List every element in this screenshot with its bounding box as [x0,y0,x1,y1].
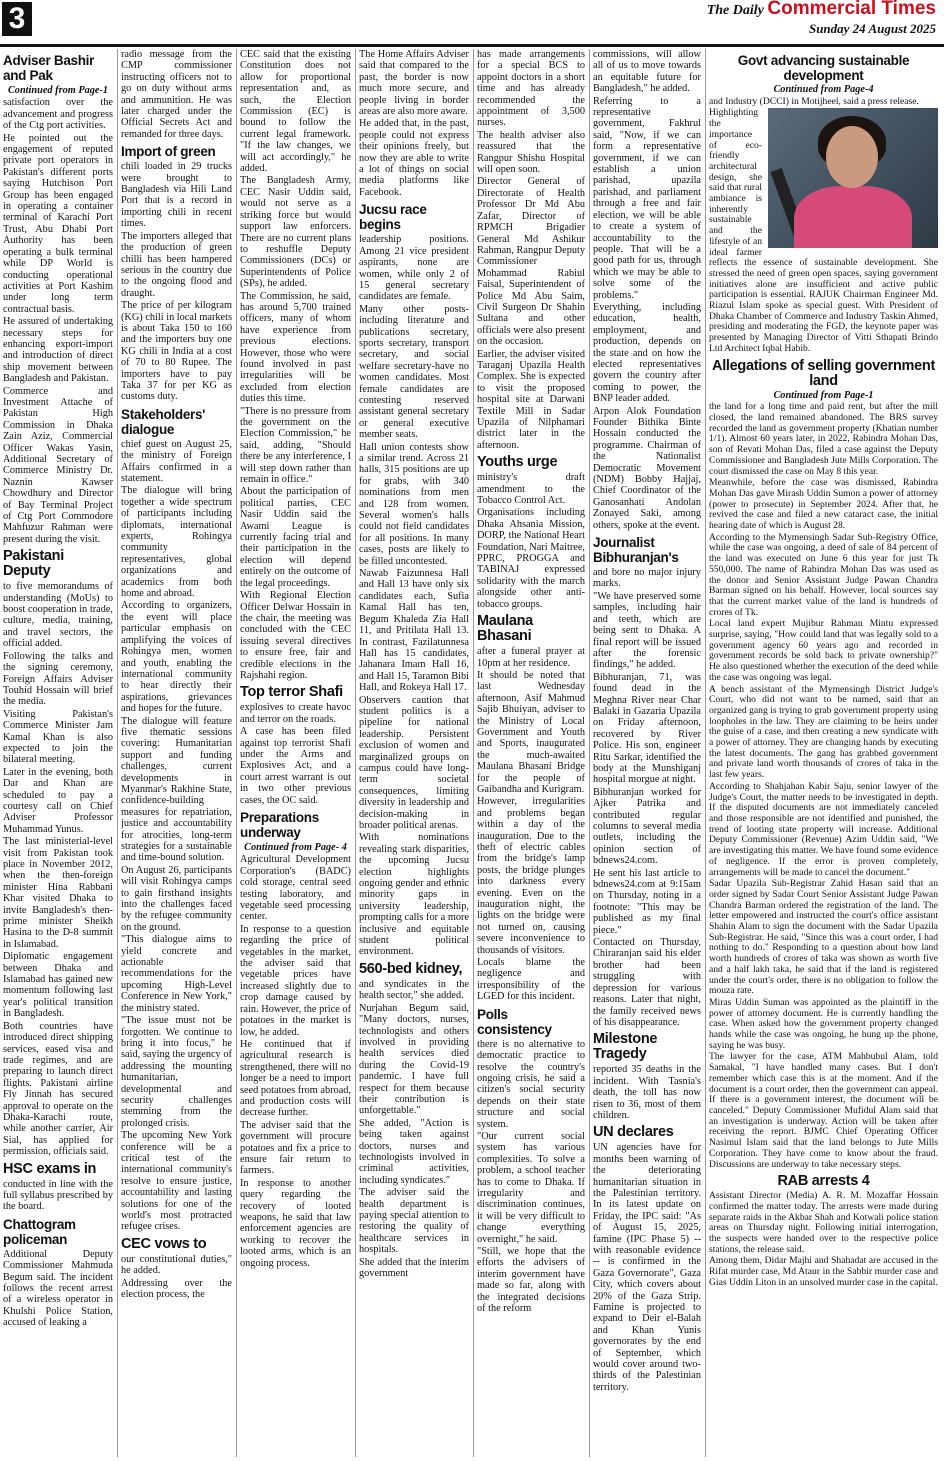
paragraph: conducted in line with the full syllabus prescribed by the board. [3,1178,113,1213]
paragraph: has made arrangements for a special BCS to appoint doctors in a short time and has already recommended the appointment of 3,500 nurses. [477,49,585,129]
paragraph: the land for a long time and paid rent, but after the mill closed, the land remained abandoned. The BRS survey recorded the land as government property (Khatian number 1/1). Almost 60 years later, in 2022, Rabindra Mohan Das, son of Revati Mohan Das, filed a case against the Deputy Commissioner and Bangladesh Jute Mills Corporation. The court dismissed the case on May 8 this year. [709,401,938,477]
paragraph: explosives to create havoc and terror on the roads. [240,702,351,725]
paragraph: Addressing over the election process, the [121,1277,232,1301]
column-separator [473,49,474,1457]
paragraph: Additional Deputy Commissioner Mahmuda Begum said. The incident follows the recent arrest of a wireless operator in Khulshi Police Station, accused of leaking a [3,1248,113,1329]
headline: Allegations of selling government land [712,357,935,389]
paragraph: He added that, in the past, people could not express their opinions freely, but now they are able to write a lot of things on social media platforms like Facebook. [359,118,469,198]
paragraph: Assistant Director (Media) A. R. M. Mozaffar Hossain confirmed the matter today. The arrests were made during separate raids in the Akbar Shah and Kotwali police station areas on Thursday night. Following initial interrogation, the suspects were handed over to the respective police stations, the release said. [709,1190,938,1255]
paper-name [707,0,936,20]
paragraph: Visiting Pakistan's Commerce Minister Jam Kamal Khan is also expected to join the bilateral meeting. [3,708,113,766]
paragraph: to five memorandums of understanding (MoUs) to boost cooperation in trade, culture, media, training, and travel sectors, the official added. [3,581,113,650]
paragraph: In response to a question regarding the price of vegetables in the market, the adviser said that vegetable prices have increased slightly due to crop damage caused by rain. However, the price of potatoes in the market is low, he added. [240,923,351,1038]
paragraph: Observers caution that student politics is a pipeline for national leadership. Persistent exclusion of women and marginalized groups on campus could have long-term societal consequences, limiting diversity in leadership and decision-making in broader political arenas. [359,694,469,831]
paragraph: The Commission, he said, has around 5,700 trained officers, many of whom have experience from previous elections. However, those who were found involved in past irregularities will be excluded from election duties this time. [240,290,351,405]
paragraph: Commerce and Investment Attache of Pakistan High Commission in Dhaka Zain Aziz, Commercial Officer Wakas Yasin, Additional Secretary of Commerce Ministry Dr. Naznin Kawser Chowdhury and Director of Bay Terminal Project of Ctg Port Commodore Mahfuzur Rahman were present during the visit. [3,385,113,545]
paragraph: Contacted on Thursday, Chiraranjan said his elder brother had been struggling with depression for various reasons. Later that night, the family received news of his disappearance. [593,937,701,1028]
paragraph: CEC said that the existing Constitution does not allow for proportional representation and, as such, the Election Commission (EC) is bound to follow the current legal framework. "If the law changes, we will act accordingly," he added. [240,49,351,175]
headline: Maulana Bhasani [477,613,533,645]
paragraph: Nawab Faizunnesa Hall and Hall 13 have only six candidates each, Sufia Kamal Hall has ten, Begum Khaleda Zia Hall 11, and Pritilata Hall 13. In contrast, Fazilatunnesa Hall has 15 candidates, Jahanara Imam Hall 16, and Hall 15, Taramon Bibi Hall, and Rokeya Hall 17. [359,568,469,694]
column-separator [117,49,118,1457]
column-separator [355,49,356,1457]
headline: Top terror Shafi [240,684,343,701]
column-2 [121,49,232,1457]
paragraph: ministry's draft amendment to the Tobacco Control Act. [477,472,585,507]
paragraph: our constitutional duties," he added. [121,1253,232,1277]
column-separator [589,49,590,1457]
paragraph: She added that the interim government [359,1256,469,1280]
paragraph: Arpon Alok Foundation Founder Bithika Binte Hossain conducted the programme. Chairman of the Nationalist Democratic Movement (NDM) Bobby Hajjaj, Chief Coordinator of the Ganosanhati Andolan Zonayed Saki, among others, spoke at the event. [593,405,701,531]
paragraph: "The issue must not be forgotten. We continue to bring it into focus," he said, saying the urgency of addressing the mounting humanitarian, developmental and security challenges stemming from the prolonged crisis. [121,1015,232,1129]
paragraph: chief guest on August 25, the ministry of Foreign Affairs confirmed in a statement. [121,438,232,484]
headline: RAB arrests 4 [777,1173,870,1190]
paragraph: In response to another query regarding the recovery of looted weapons, he said that law enforcement agencies are working to recover the looted arms, which is an ongoing process. [240,1177,351,1269]
paragraph: Many other posts-including literature and publications secretary, sports secretary, transport secretary, and social welfare secretary-have no women candidates. Most female candidates are contesting reserved assistant general secretary or general executive member seats. [359,303,469,441]
paragraph: The dialogue will bring together a wide spectrum of participants including diplomats, international experts, Rohingya community representatives, global organizations and academics from both home and abroad. [121,485,232,600]
paragraph: Locals blame the negligence and irresponsibility of the LGED for this incident. [477,957,585,1003]
speaker-photo [768,108,938,248]
paragraph: Bibhuranjan worked for Ajker Patrika and contributed regular columns to several media outlets, including the opinion section of bdnews24.com. [593,786,701,867]
headline: CEC vows to [121,1235,207,1252]
headline: Journalist Bibhuranjan's [593,535,679,566]
paragraph: Later in the evening, both Dar and Khan are scheduled to pay a courtesy call on Chief Adviser Professor Muhammad Yunus. [3,766,113,835]
headline: Jucsu race begins [359,202,427,233]
paragraph: Agricultural Development Corporation's (BADC) cold storage, central seed testing laboratory, and vegetable seed processing center. [240,854,351,923]
continued-label: Continued from Page- 4 [244,842,347,853]
paragraph: leadership positions. Among 21 vice president aspirants, none are women, while only 2 of 15 general secretary candidates are female. [359,234,469,303]
paragraph: The health adviser also reassured that the Rangpur Shishu Hospital will open soon. [477,129,585,176]
paragraph: Both countries have introduced direct shipping services, eased visa and trade regimes, and are preparing to launch direct flights. Pakistani airline Fly Jinnah has secured approval to operate on the Dhaka-Karachi route, while another carrier, Air Sial, has applied for permission, officials said. [3,1020,113,1158]
paragraph: A bench assistant of the Mymensingh District Judge's Court, who did not want to be named, said that an organized gang is trying to grab government property using loopholes in the law. They are claiming to be heirs under the guise of a case, and then creating a new syndicate with a power of attorney. They are changing hands by executing the latest documents. The gang has grabbed government and private land worth thousands of crores of taka in the last few years. [709,683,938,781]
paragraph: "Still, we hope that the efforts the advisers of interim government have made so far, along with the integrated decisions of the reform [477,1246,585,1315]
paragraph: The adviser said the health department is paying special attention to restoring the quality of healthcare services in hospitals. [359,1187,469,1256]
headline: Adviser Bashir and Pak [3,53,95,83]
photo-figure-face [826,126,878,188]
paragraph: UN agencies have for months been warning of the deteriorating humanitarian situation in the Palestinian territory. In its latest update on Friday, the IPC said: "As of August 15, 2025, famine (IPC Phase 5) -- with reasonable evidence -- is confirmed in the Gaza Governorate", Gaza City, which covers about 20% of the Gaza Strip. Famine is projected to expand to Deir el-Balah and Khan Yunis governorates by the end of September, which would cover around two-thirds of the Palestinian territory. [593,1142,701,1393]
paragraph: Miras Uddin Suman was appointed as the plaintiff in the power of attorney document. He is currently handling the case. When asked how the government property changed hands while the case was ongoing, he hung up the phone, saying he was busy. [709,996,938,1051]
paragraph: A case has been filed against top terrorist Shafi under the Arms and Explosives Act, and a court arrest warrant is out in two other previous cases, the OC said. [240,726,351,806]
paragraph: there is no alternative to democratic practice to resolve the country's ongoing crisis, he said a citizen's social security depends on their state structure and social system. [477,1038,585,1130]
paragraph: reported 35 deaths in the incident. With Tasnia's death, the toll has now risen to 36, most of them children. [593,1064,701,1121]
paragraph: According to Shahjahan Kabir Saju, senior lawyer of the Judge's Court, the matter needs to be investigated in depth. If the disputed documents are not immediately canceled and those responsible are not identified and punished, the trend of looting state property will increase. Additional Deputy Commissioner (Revenue) Azim Uddin said, "We are investigating this matter. We have found some evidence of negligence. If the error is proven completely, arrangements will be made to cancel the document." [709,780,938,878]
paragraph: He pointed out the engagement of reputed private port operators in Pakistan's different ports saying Hutchison Port Group has been engaged in operating a container terminal of Karachi Port Trust, Abu Dhabi Port Authority has been operating a bulk terminal while DP World is conducting operational activities at Port Kashim under long term contractual basis. [3,132,113,315]
headline: Govt advancing sustainable development [737,53,910,83]
column-5 [477,49,585,1457]
column-4 [359,49,469,1457]
headline: Chattogram policeman [3,1216,76,1247]
paragraph: Among them, Didar Majhi and Shahadat are accused in the Rifat murder case, Md Ataur in the Sabbir murder case and Gias Uddin Liton in an unsolved murder case in the capital. [709,1255,938,1288]
paragraph: chili loaded in 29 trucks were brought to Bangladesh via Hili Land Port that is a record in importing chili in recent times. [121,161,232,230]
paragraph: The adviser said that the government will procure potatoes and fix a price to ensure fair return to farmers. [240,1119,351,1177]
paragraph: Highlighting the importance of eco-friendly architectural design, she said that rural ambiance is inherently sustainable and the lifestyle of an ideal farmer reflects the essence of sustainable development. She stressed the need of green open spaces, saying government initiatives alone are insufficient and active public participation is essential. RAJUK Chairman Engineer Md. Riazul Islam spoke as special guest. With President of Dhaka Chamber of Commerce and Industry Taskin Ahmed, presiding and moderating the FGD, the keynote paper was presented by Managing Director of Vitti Sthapati Brindo Ltd Architect Iqbal Habib. [709,107,938,354]
paragraph: Earlier, the adviser visited Taraganj Upazila Health Complex. She is expected to visit the proposed hospital site at Darwani Textile Mill in Sadar Upazila of Nilphamari district later in the afternoon. [477,348,585,451]
paragraph: radio message from the CMP commissioner instructing officers not to go on duty without arms and ammunition. He was later charged under the Official Secrets Act and remanded for three days. [121,49,232,140]
paragraph: Bibhuranjan, 71, was found dead in the Meghna River near Char Balaki in Gazaria Upazila on Friday afternoon, recovered by River Police. His son, engineer Ritu Sarkar, identified the body at the Munshiganj hospital morgue at night. [593,671,701,786]
paper-title-block [707,0,936,38]
paragraph: Sadar Upazila Sub-Registrar Zahid Hasan said that an order signed by Sadar Court Senior Assistant Judge Pawan Chandra Barman ordered the registration of the land. The letter empowered and instructed the court's office assistant Shahin Alam to sign the document with the Sadar Upazila Sub-Registrar. He said, "Since this was a court order, I had nothing to do." Responding to a question about how land worth hundreds of crores of taka was shown as worth five and a half lakh taka, he said that if the land is registered under the court's order, there is no obligation to follow the mouza rate. [709,878,938,997]
paragraph: The Home Affairs Adviser said that compared to the past, the border is now much more secure, and people living in border areas are also more aware. [359,49,469,118]
masthead-rule [0,44,944,47]
paragraph: The upcoming New York conference will be a critical test of the international community's resolve to ensure justice, accountability and lasting solutions for one of the world's most protracted refugee crises. [121,1130,232,1233]
column-1 [3,49,113,1457]
paragraph: He assured of undertaking necessary steps for enhancing export-import and introduction of direct ship movement between Bangladesh and Pakistan. [3,316,113,385]
paragraph: Diplomatic engagement between Dhaka and Islamabad has gained new momentum following last year's political transition in Bangladesh. [3,951,113,1020]
continued-label: Continued from Page-1 [773,389,874,401]
paragraph: "We have preserved some samples, including hair and teeth, which are being sent to Dhaka. A final report will be issued after the forensic findings," he added. [593,590,701,671]
paragraph: Following the talks and the signing ceremony, Foreign Affairs Adviser Touhid Hossain will brief the media. [3,650,113,708]
column-3 [240,49,351,1457]
paragraph: He sent his last article to bdnews24.com at 9:15am on Thursday, noting in a footnote: "This may be published as my final piece." [593,867,701,936]
paragraph: and bore no major injury marks. [593,567,701,590]
paragraph: after a funeral prayer at 10pm at her residence. [477,646,585,669]
paragraph: Meanwhile, before the case was dismissed, Rabindra Mohan Das gave Mirash Uddin Sumon a power of attorney (power to prosecute) in September 2024. After that, he revived the case and filed a new cataract case, the initial hearing date of which is August 28. [709,477,938,532]
paragraph: The lawyer for the case, ATM Mahbubul Alam, told Samakal, "I have handled many cases. But I don't remember which case this is at the moment. And if the document is a court order, then the government can appeal. If there is a government interest, the document will be canceled." Deputy Commissioner Mufidul Alam said that an investigation is underway. Action will be taken after receiving the report. BJMC Chief Operating Officer Nasimul Islam said that the land belongs to Jute Mills Corporation. They have come to know about the fraud. Discussions are underway to take necessary steps. [709,1051,938,1170]
continued-label: Continued from Page-4 [773,84,874,95]
column-6 [593,49,701,1457]
paper-prefix: The Daily [706,3,764,18]
headline: Import of green [121,144,216,160]
paragraph: commissions, will allow all of us to move towards an equitable future for Bangladesh," he added. [593,49,701,95]
masthead [0,0,944,44]
paragraph: satisfaction over the advancement and progress of the Ctg port activities. [3,97,113,132]
paragraph: However, irregularities and problems began within a day of the inauguration. Due to the theft of electric cables from the bridge's lamp posts, the bridge plunges into darkness every evening. Even on the inauguration night, the lights on the bridge were not turned on, causing severe inconvenience to thousands of visitors. [477,796,585,956]
paragraph: "There is no pressure from the government on the Election Commission," he said, adding, "Should there be any interference, I will step down rather than remain in office." [240,405,351,486]
paragraph: Nurjahan Begum said, "Many doctors, nurses, technologists and others involved in providing health services died during the Covid-19 pandemic. I have full respect for them because their contribution is unforgettable." [359,1002,469,1117]
paragraph: Local land expert Mujibur Rahman Mintu expressed surprise, saying, "How could land that was legally sold to a government agency 60 years ago and recorded in government records be sold back to private ownership?" He also questioned whether the execution of the deed while the case was ongoing was legal. [709,618,938,683]
paragraph: The price of per kilogram (KG) chili in local markets is about Taka 150 to 160 and the importers buy one KG chili in India at a cost of 70 to 80 Rupee. The importers have to pay Taka 37 for per KG as customs duty. [121,300,232,403]
issue-date: Sunday 24 August 2025 [808,21,936,36]
headline: Youths urge [477,454,558,471]
headline: Stakeholders' dialogue [121,406,206,437]
headline: Pakistani Deputy [3,548,64,580]
paragraph: Organisations including Dhaka Ahsania Mission, DORP, the National Heart Foundation, Nari Maitree, PPRC, PROGGA and TABINAJ expressed solidarity with the march alongside other anti-tobacco groups. [477,507,585,610]
headline: HSC exams in [3,1160,97,1177]
page-number: 3 [2,2,32,36]
headline: 560-bed kidney, [359,960,463,977]
paragraph: With Regional Election Officer Delwar Hossain in the chair, the meeting was concluded with the CEC issuing several directives to ensure free, fair and credible elections in the Rajshahi region. [240,590,351,681]
paragraph: She added, "Action is being taken against doctors, nurses and technologists involved in criminal activities, including syndicates." [359,1117,469,1186]
paper-name-red: Commercial Times [767,0,936,19]
paragraph: It should be noted that last Wednesday afternoon, Asif Mahmud Sajib Bhuiyan, adviser to the Ministry of Local Government and Youth and Sports, inaugurated the much-awaited Maulana Bhasani Bridge for the people of Gaibandha and Kurigram. [477,669,585,795]
paragraph: and Industry (DCCI) in Motijheel, said a press release. [709,95,919,107]
headline: UN declares [593,1124,674,1141]
paragraph: The dialogue will feature five thematic sessions covering: Humanitarian support and funding challenges, current developments in Myanmar's Rakhine State, confidence-building measures for repatriation, justice and accountability for atrocities, long-term strategies for a sustainable and time-bound solution. [121,715,232,864]
paragraph: Referring to a representative government, Fakhrul said, "Now, if we can form a representative government, if we can establish a union parishad, upazila parishad, and parliament through a free and fair election, we will be able to create a system of accountability to the people. That will be a good path for us, through which we may be able to solve some of the problems." [593,95,701,301]
column-separator [236,49,237,1457]
paragraph: The Bangladesh Army, CEC Nasir Uddin said, would not serve as a striking force but would support law enforcers. There are no current plans to reshuffle Deputy Commissioners (DCs) or Superintendents of Police (SPs), he added. [240,175,351,290]
headline: Milestone Tragedy [593,1031,658,1063]
paragraph: About the participation of political parties, CEC Nasir Uddin said the Awami League is currently facing trial and their participation in the election will depend entirely on the outcome of the legal proceedings. [240,486,351,589]
photo-figure-body [794,186,912,248]
paragraph: "This dialogue aims to yield concrete and actionable recommendations for the upcoming High-Level Conference in New York," the ministry stated. [121,934,232,1014]
paragraph: He continued that if agricultural research is strengthened, there will no longer be a need to import seed potatoes from abroad, and production costs will decrease further. [240,1038,351,1119]
paragraph: Hall union contests show a similar trend. Across 21 halls, 315 positions are up for grabs, with 340 nominations from men and 128 from women. Several women's halls could not field candidates for all positions. In many cases, posts are likely to be filled uncontested. [359,441,469,567]
paragraph: On August 26, participants will visit Rohingya camps to gain firsthand insights into the challenges faced by the refugee community on the ground. [121,864,232,933]
headline: Preparations underway [240,810,319,840]
paragraph: and syndicates in the health sector," she added. [359,978,469,1002]
paragraph: According to the Mymensingh Sadar Sub-Registry Office, while the case was ongoing, a deed of sale of 84 percent of the land was executed on June 6 this year for just Tk 550,000. The name of Rabindra Mohan Das was used as the donor and Senior Assistant Judge Pawan Chandra Barman signed on his behalf. However, local sources say that the current market value of the land is hundreds of crores of Tk. [709,531,938,618]
paragraph: The importers alleged that the production of green chilli has been hampered serious in the country due to the ongoing flood and draught. [121,230,232,299]
paragraph: According to organizers, the event will place particular emphasis on amplifying the voices of Rohingya men, women and youth, enabling the international community to hear directly their aspirations, grievances and hopes for the future. [121,600,232,715]
headline: Polls consistency [477,1006,552,1037]
column-7 [709,49,938,1457]
paragraph: Director General of Directorate of Health Professor Dr Md Abu Zafar, Director of RPMCH Brigadier General Md Ashikur Rahman, Rangpur Deputy Commissioner Mohammad Rabiul Faisal, Superintendent of Police Md Abu Saim, Civil Surgeon Dr Shahin Sultana and other officials were also present on the occasion. [477,176,585,348]
column-separator [705,49,706,1457]
paragraph: With nominations revealing stark disparities, the upcoming Jucsu election highlights ongoing gender and ethnic minority gaps in university leadership, prompting calls for a more inclusive and equitable student political environment. [359,832,469,958]
paragraph: The last ministerial-level visit from Pakistan took place in November 2012, when the then-foreign minister Hina Rabbani Khar visited Dhaka to invite Bangladesh's then-prime minister Sheikh Hasina to the D-8 summit in Islamabad. [3,836,113,950]
continued-label: Continued from Page-1 [7,85,109,96]
paragraph: "Our current social system has various complexities. To solve a problem, a school teacher has to come to Dhaka. If irregularity and discrimination continues, it will be very difficult to change everything overnight," he said. [477,1130,585,1245]
paragraph: Everything, including education, health, employment, and production, depends on the state and on how the elected representatives govern the country after coming to power, the BNP leader added. [593,301,701,405]
